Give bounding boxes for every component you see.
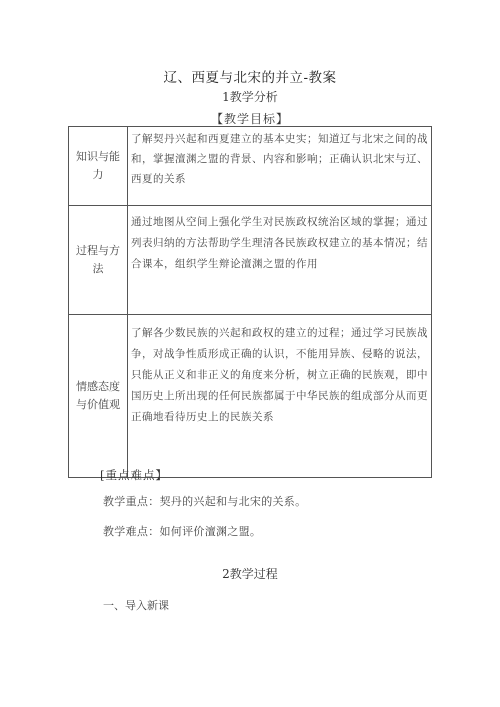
key-points-heading: [重点难点】 — [100, 468, 168, 482]
difficult-point-text: 教学难点：如何评价澶渊之盟。 — [103, 525, 262, 538]
page-title: 辽、西夏与北宋的并立-教案 — [163, 70, 337, 86]
goal-content: 通过地图从空间上强化学生对民族政权统治区域的掌握；通过列表归纳的方法帮助学生理清各民族政权建立的基本情况；结合课本，组织学生辩论澶渊之盟的作用 — [128, 206, 432, 315]
goal-content: 了解契丹兴起和西夏建立的基本史实；知道辽与北宋之间的战和，掌握澶渊之盟的背景、内容和影响；正确认识北宋与辽、西夏的关系 — [128, 127, 432, 206]
table-row — [69, 206, 432, 315]
goals-heading: 【教学目标】 — [210, 112, 289, 126]
step-heading-intro: 一、导入新课 — [103, 599, 169, 612]
goals-table — [68, 126, 432, 478]
goal-content: 了解各少数民族的兴起和政权的建立的过程；通过学习民族战争，对战争性质形成正确的认识，不能用异族、侵略的说法，只能从正义和非正义的角度来分析，树立正确的民族观，即中国历史上所出现的任何民族都属于中华民族的组成部分从而更正确地看待历史上的民族关系 — [128, 315, 432, 478]
table-row — [69, 315, 432, 478]
section-heading-analysis: 1教学分析 — [222, 90, 278, 104]
table-row — [69, 127, 432, 206]
goal-label: 过程与方法 — [69, 206, 128, 315]
goal-label: 知识与能力 — [69, 127, 128, 206]
key-point-text: 教学重点：契丹的兴起和与北宋的关系。 — [103, 495, 307, 508]
section-heading-process: 2教学过程 — [222, 567, 278, 581]
goal-label: 情感态度与价值观 — [69, 315, 128, 478]
